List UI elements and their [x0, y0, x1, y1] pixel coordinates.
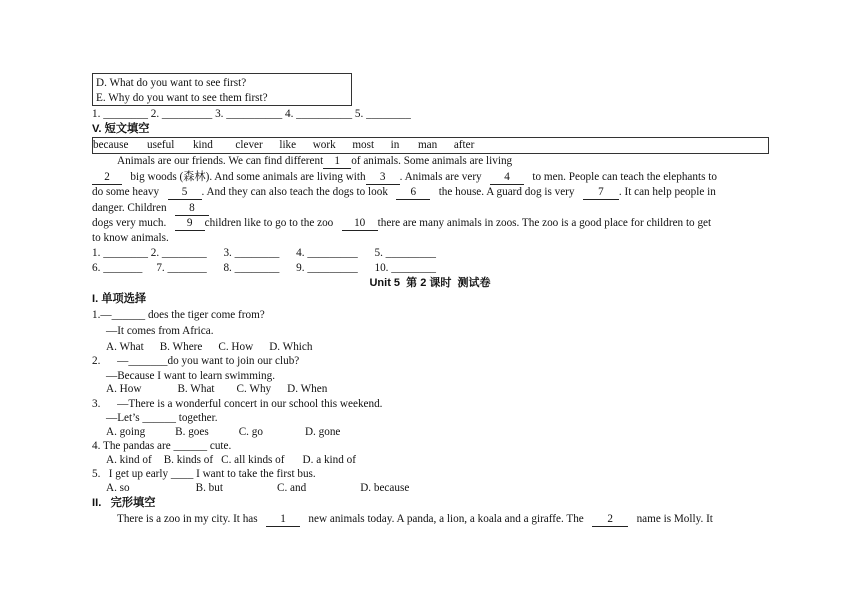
question-2-reply: —Because I want to learn swimming.	[106, 370, 276, 382]
blank-5: 5	[168, 185, 202, 200]
passage-line-5: dogs very much. 9 children like to go to the zoo 10 there are many animals in zoos. The zoo is a good place for children to get	[92, 217, 712, 229]
blank-6: 6	[396, 185, 430, 200]
answer-line-1: 1. ________ 2. _________ 3. __________ 4. __________ 5. ________	[92, 108, 411, 120]
option-a: A. going	[106, 426, 146, 438]
word-bank-item: like	[279, 139, 297, 151]
question-1: 1.—______ does the tiger come from?	[92, 309, 265, 321]
section-i-title: I. 单项选择	[92, 293, 147, 305]
option-d: D. Which	[269, 341, 313, 353]
blank-7: 7	[583, 185, 619, 200]
passage-line-1: Animals are our friends. We can find different 1 of animals. Some animals are living	[117, 155, 513, 167]
option-a: A. How	[106, 383, 142, 395]
question-2-options	[106, 382, 327, 396]
blank-1: 1	[323, 154, 351, 169]
option-e: E. Why do you want to see them first?	[96, 92, 268, 104]
blank-3: 3	[366, 170, 400, 185]
word-bank-item: because	[93, 139, 129, 151]
option-a: A. kind of	[106, 454, 152, 466]
option-c: C. all kinds of	[221, 454, 285, 466]
question-4: 4. The pandas are ______ cute.	[92, 440, 232, 452]
option-d: D. When	[287, 383, 328, 395]
option-d: D. gone	[304, 426, 341, 438]
option-c: C. and	[276, 482, 307, 494]
word-bank-item: useful	[147, 139, 175, 151]
option-a: A. What	[106, 341, 144, 353]
blank-2: 2	[92, 170, 122, 185]
passage-line-3: do some heavy 5 . And they can also teach the dogs to look 6 the house. A guard dog is very 7 . It can help people in	[92, 186, 716, 198]
option-d: D. What do you want to see first?	[96, 77, 247, 89]
question-1-options	[106, 340, 312, 354]
question-5-options	[106, 481, 409, 495]
cloze-blank-2: 2	[592, 512, 628, 527]
passage-line-4: danger. Children 8	[92, 201, 209, 216]
word-bank-item: most	[352, 139, 375, 151]
option-a: A. so	[106, 482, 130, 494]
answers-row-1: 1. ________ 2. ________ 3. ________ 4. _________ 5. _________	[92, 247, 437, 259]
word-bank-item: man	[417, 139, 438, 151]
question-3-reply: —Let’s ______ together.	[106, 412, 218, 424]
option-b: B. Where	[159, 341, 203, 353]
answers-row-2: 6. _______ 7. _______ 8. ________ 9. _________ 10. ________	[92, 262, 437, 274]
option-b: B. goes	[175, 426, 209, 438]
word-bank-item: work	[312, 139, 336, 151]
unit-title: Unit 5 第 2 课时 测试卷	[369, 277, 491, 289]
passage-line-2: 2 big woods (森林). And some animals are living with 3 . Animals are very 4 to men. People can teach the elephants to	[92, 170, 717, 185]
option-b: B. kinds of	[163, 454, 214, 466]
cloze-line-1: There is a zoo in my city. It has 1 new animals today. A panda, a lion, a koala and a giraffe. The 2 name is Molly. It	[117, 513, 713, 525]
question-2: 2. —_______do you want to join our club?	[92, 355, 300, 367]
option-c: C. Why	[236, 383, 272, 395]
word-bank-item: in	[390, 139, 400, 151]
question-5: 5. I get up early ____ I want to take the first bus.	[92, 468, 316, 480]
blank-9: 9	[175, 216, 205, 231]
blank-8: 8	[175, 201, 209, 216]
question-1-reply: —It comes from Africa.	[106, 325, 214, 337]
option-d: D. because	[360, 482, 410, 494]
question-3: 3. —There is a wonderful concert in our school this weekend.	[92, 398, 383, 410]
option-b: B. What	[177, 383, 215, 395]
option-c: C. go	[238, 426, 263, 438]
section-ii-title: II. 完形填空	[92, 497, 156, 509]
question-4-options	[106, 453, 356, 467]
passage-line-6: to know animals.	[92, 232, 169, 244]
word-bank-item: after	[453, 139, 475, 151]
word-bank-item: clever	[235, 139, 263, 151]
option-b: B. but	[195, 482, 223, 494]
option-d: D. a kind of	[302, 454, 356, 466]
blank-10: 10	[342, 216, 378, 231]
option-c: C. How	[218, 341, 254, 353]
word-bank	[93, 138, 474, 152]
cloze-blank-1: 1	[266, 512, 300, 527]
question-3-options	[106, 425, 340, 439]
section-v-title: V. 短文填空	[92, 123, 150, 135]
word-bank-item: kind	[192, 139, 213, 151]
blank-4: 4	[490, 170, 524, 185]
